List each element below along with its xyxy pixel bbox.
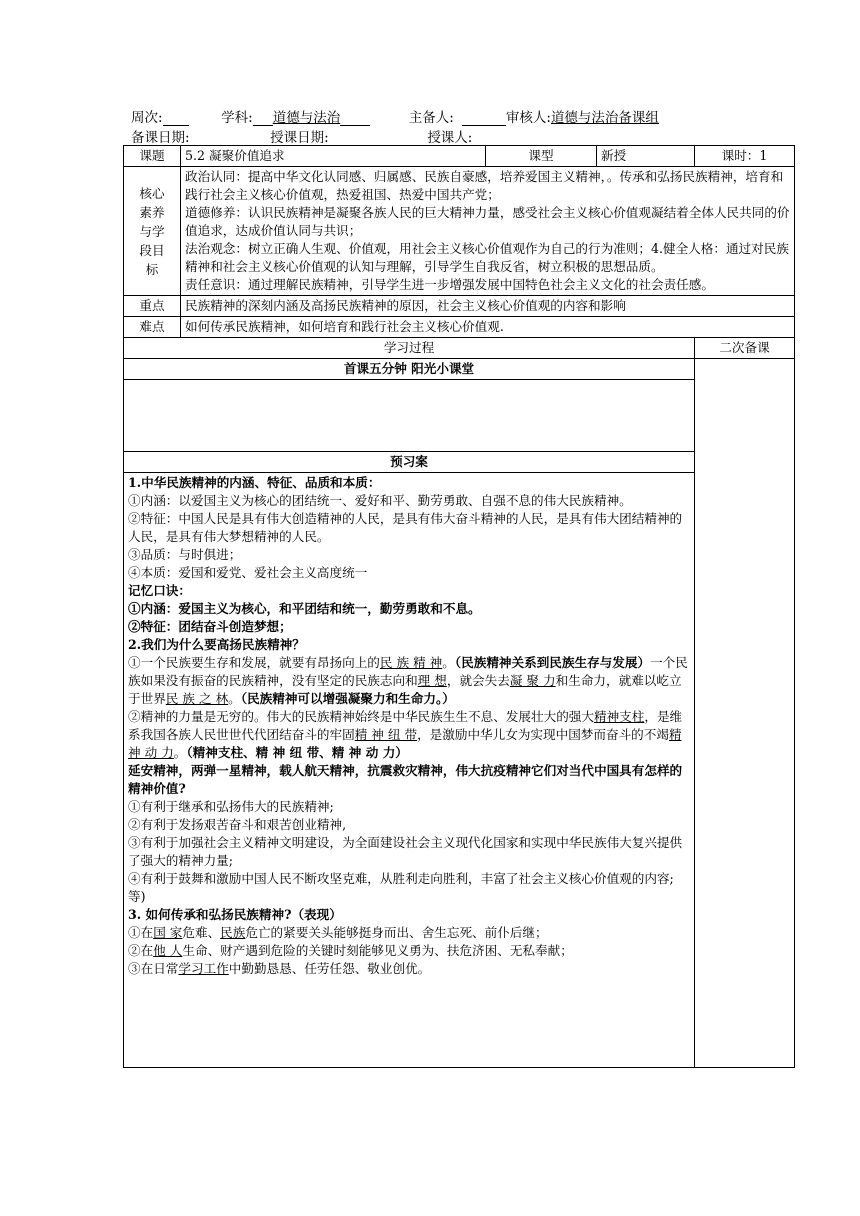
- week-label: 周次:: [131, 110, 163, 126]
- subject-label: 学科:: [221, 110, 253, 126]
- key-row: [124, 296, 795, 317]
- answer-blank: 国 家: [153, 925, 183, 940]
- preview-heading: 预习案: [124, 452, 695, 473]
- goal-responsibility: 责任意识：通过理解民族精神，引导学生进一步增强发展中国特色社会主义文化的社会责任感。: [185, 277, 714, 292]
- q1-item: ③品质：与时俱进；: [128, 547, 242, 562]
- second-prep-heading: 二次备课: [695, 338, 795, 359]
- reviewer-label: 审核人:: [505, 110, 551, 126]
- goal-law: 法治观念：树立正确人生观、价值观，用社会主义核心价值观作为自己的行为准则；4.健全人格：通过对民族精神和社会主义核心价值观的认知与理解，引导学生自我反省，树立积极的思想品质。: [185, 241, 789, 274]
- second-prep-column: [695, 359, 795, 1068]
- preview-content: [124, 473, 695, 1068]
- answer-blank: 民 族 精 神: [379, 655, 443, 670]
- header-line-2: [131, 126, 560, 146]
- answer-blank: 凝 聚 力: [509, 673, 556, 688]
- topic-label: 课题: [124, 146, 181, 167]
- subject-value: 道德与法治: [272, 110, 341, 126]
- q4-item: ②在他 人生命、财产遇到危险的关键时刻能够见义勇为、扶危济困、无私奉献；: [128, 943, 573, 958]
- teacher-label: 授课人:: [427, 130, 473, 146]
- five-min-blank: [124, 380, 695, 452]
- q1-title: 1.中华民族精神的内涵、特征、品质和本质：: [128, 475, 381, 490]
- answer-blank: 他 人: [153, 943, 183, 958]
- goal-political: 政治认同：提高中华文化认同感、归属感、民族自豪感，培养爱国主义精神，。传承和弘扬民族精神，培育和践行社会主义核心价值观，热爱祖国、热爱中国共产党；: [185, 169, 784, 202]
- key-label: 重点: [124, 296, 181, 317]
- q3-item: ②有利于发扬艰苦奋斗和艰苦创业精神,: [128, 817, 347, 832]
- goal-moral: 道德修养：认识民族精神是凝聚各族人民的巨大精神力量，感受社会主义核心价值观凝结着全体人民共同的价值追求，达成价值认同与共识；: [185, 205, 790, 238]
- preview-content-row: [124, 473, 795, 1068]
- q4-title: 3. 如何传承和弘扬民族精神?（表现）: [128, 907, 342, 922]
- preparer-blank: [462, 111, 506, 126]
- mnemonic-title: 记忆口诀：: [128, 583, 191, 598]
- preview-row: [124, 452, 795, 473]
- q1-item: ①内涵：以爱国主义为核心的团结统一、爱好和平、勤劳勇敢、自强不息的伟大民族精神。: [128, 493, 632, 508]
- five-min-blank-row: [124, 380, 795, 452]
- goals-label: 核心素养与学段目标: [124, 167, 181, 296]
- answer-blank: 学习工作: [178, 961, 229, 976]
- q2-paragraph-2: ②精神的力量是无穷的。伟大的民族精神始终是中华民族生生不息、发展壮大的强大精神支柱，是维系我国各族人民世世代代团结奋斗的牢固精 神 纽 带，是激励中华儿女为实现中国梦而奋斗的不竭精 神 动 力。（精神支柱、精 神 纽 带、精 神 动 力）: [128, 709, 683, 760]
- q3-title: 延安精神，两弹一星精神，载人航天精神，抗震救灾精神，伟大抗疫精神它们对当代中国具有怎样的精神价值?: [128, 763, 683, 796]
- teach-date-blank: [333, 131, 399, 146]
- topic-row: [124, 146, 795, 167]
- hours: 课时：1: [695, 146, 795, 167]
- answer-blank: 民族: [220, 925, 246, 940]
- answer-blank: 民 族 之 林: [165, 691, 229, 706]
- mnemonic-item: ②特征：团结奋斗创造梦想；: [128, 619, 292, 634]
- five-min-row: [124, 359, 795, 380]
- q3-item: ①有利于继承和弘扬伟大的民族精神;: [128, 799, 334, 814]
- type-value: 新授: [597, 146, 695, 167]
- goals-row: [124, 167, 795, 296]
- five-min-heading: 首课五分钟 阳光小课堂: [124, 359, 695, 380]
- q2-title: 2.我们为什么要高扬民族精神？: [128, 637, 305, 652]
- q3-item: ④有利于鼓舞和激励中国人民不断攻坚克难，从胜利走向胜利，丰富了社会主义核心价值观的内容;等): [128, 871, 674, 904]
- q3-item: ③有利于加强社会主义精神文明建设，为全面建设社会主义现代化国家和实现中华民族伟大复兴提供了强大的精神力量;: [128, 835, 683, 868]
- teacher-blank: [476, 131, 560, 146]
- preparer-label: 主备人:: [408, 110, 454, 126]
- prep-date-label: 备课日期:: [131, 130, 190, 146]
- topic-value: 5.2 凝聚价值追求: [181, 146, 486, 167]
- prep-date-blank: [194, 131, 258, 146]
- goals-content: [181, 167, 795, 296]
- difficult-label: 难点: [124, 317, 181, 338]
- difficult-row: [124, 317, 795, 338]
- q4-item: ③在日常学习工作中勤勤恳恳、任劳任怨、敬业创优。: [128, 961, 431, 976]
- reviewer-value: 道德与法治备课组: [550, 110, 659, 126]
- answer-blank: 理 想: [417, 673, 447, 688]
- week-blank: [163, 111, 189, 126]
- answer-blank: 精神支柱: [593, 709, 645, 724]
- process-header-row: [124, 338, 795, 359]
- key-value: 民族精神的深刻内涵及高扬民族精神的原因，社会主义核心价值观的内容和影响: [181, 296, 795, 317]
- difficult-value: 如何传承民族精神，如何培育和践行社会主义核心价值观.: [181, 317, 795, 338]
- header-line-1: [131, 106, 659, 126]
- q4-item: ①在国 家危难、民族危亡的紧要关头能够挺身而出、舍生忘死、前仆后继；: [128, 925, 548, 940]
- q2-paragraph-1: ①一个民族要生存和发展，就要有昂扬向上的民 族 精 神。（民族精神关系到民族生存与发展）一个民族如果没有振奋的民族精神，没有坚定的民族志向和理 想，就会失去凝 聚 力和生命力，就难以屹立于世界民 族 之 林。（民族精神可以增强凝聚力和生命力。）: [128, 655, 688, 706]
- lesson-plan-table: [123, 145, 795, 1068]
- process-heading: 学习过程: [124, 338, 695, 359]
- teach-date-label: 授课日期:: [270, 130, 329, 146]
- type-label: 课型: [486, 146, 597, 167]
- q1-item: ④本质：爱国和爱党、爱社会主义高度统一: [128, 565, 368, 580]
- mnemonic-item: ①内涵：爱国主义为核心，和平团结和统一，勤劳勇敢和不息。: [128, 601, 481, 616]
- answer-blank: 精 神 纽 带: [354, 727, 418, 742]
- answer-blank: 精 神 动 力: [128, 727, 682, 760]
- q1-item: ②特征：中国人民是具有伟大创造精神的人民，是具有伟大奋斗精神的人民，是具有伟大团结精神的人民，是具有伟大梦想精神的人民。: [128, 511, 683, 544]
